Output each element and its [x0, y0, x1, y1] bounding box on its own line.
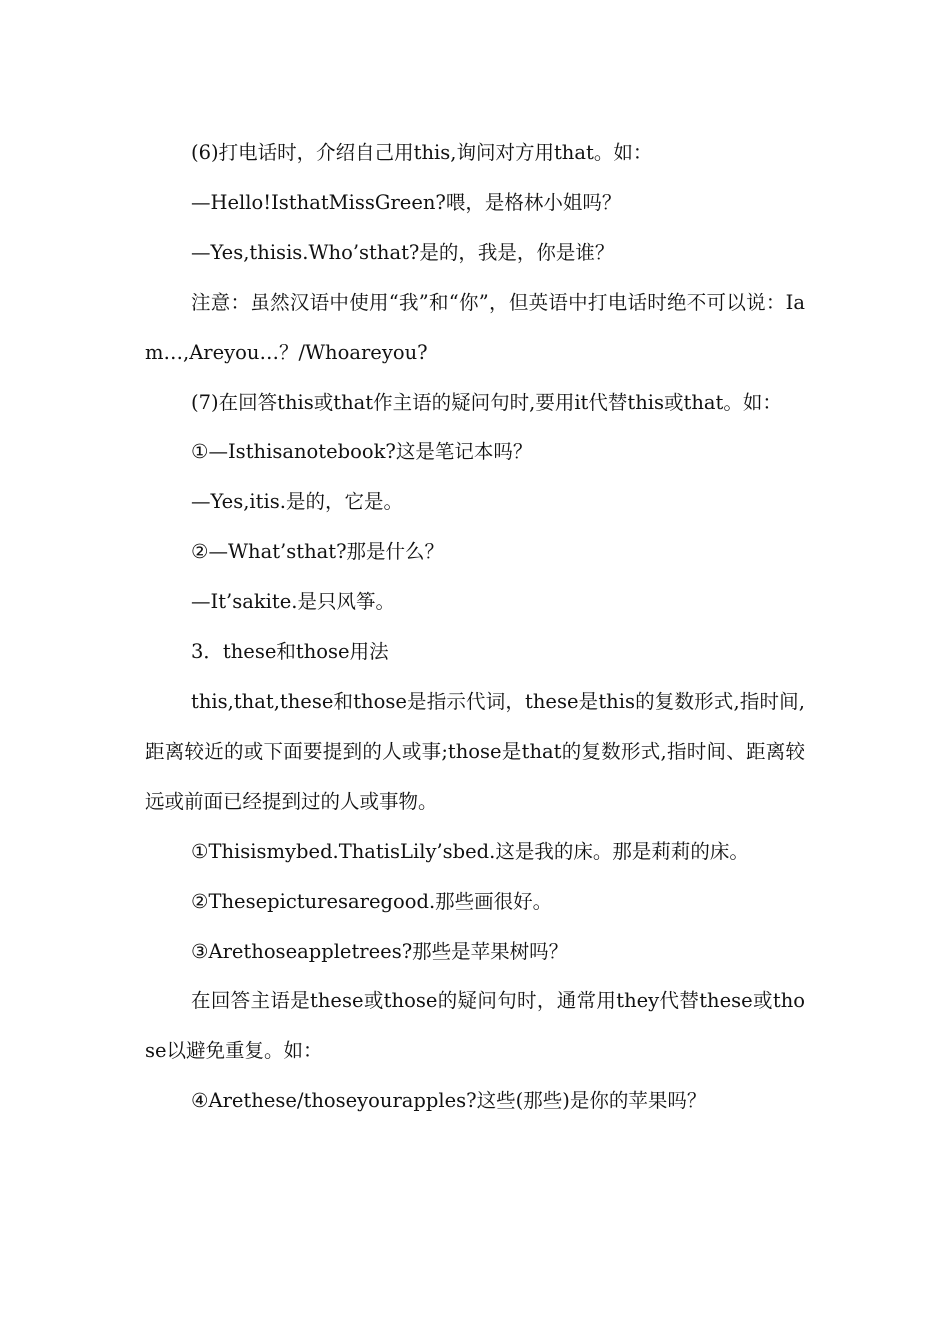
paragraph: 注意：虽然汉语中使用“我”和“你”，但英语中打电话时绝不可以说：Iam…,Areyou…？/Whoareyou?: [145, 290, 805, 364]
paragraph: ③Arethoseappletrees?那些是苹果树吗？: [191, 939, 569, 963]
document-body: [145, 128, 805, 1126]
paragraph: ④Arethese/thoseyourapples?这些(那些)是你的苹果吗？: [191, 1089, 707, 1113]
paragraph: ①Thisismybed.ThatisLily’sbed.这是我的床。那是莉莉的床。: [191, 839, 749, 863]
paragraph: 在回答主语是these或those的疑问句时，通常用they代替these或those以避免重复。如：: [145, 989, 805, 1063]
paragraph: ②—What’sthat?那是什么？: [191, 540, 445, 564]
paragraph: (7)在回答this或that作主语的疑问句时,要用it代替this或that。如：: [191, 390, 782, 414]
paragraph: —It’sakite.是只风筝。: [191, 590, 395, 614]
paragraph: ②Thesepicturesaregood.那些画很好。: [191, 889, 553, 913]
paragraph: ①—Isthisanotebook?这是笔记本吗？: [191, 440, 533, 464]
paragraph: —Yes,thisis.Who’sthat?是的，我是，你是谁？: [191, 240, 615, 264]
paragraph: —Yes,itis.是的，它是。: [191, 490, 403, 514]
section-heading: 3．these和those用法: [191, 640, 389, 664]
paragraph: this,that,these和those是指示代词，these是this的复数形式,指时间,距离较近的或下面要提到的人或事;those是that的复数形式,指时间、距离较远或前面已经提到过的人或事物。: [145, 689, 805, 813]
paragraph: (6)打电话时，介绍自己用this,询问对方用that。如：: [191, 141, 653, 164]
paragraph: —Hello!IsthatMissGreen?喂，是格林小姐吗？: [191, 190, 622, 214]
